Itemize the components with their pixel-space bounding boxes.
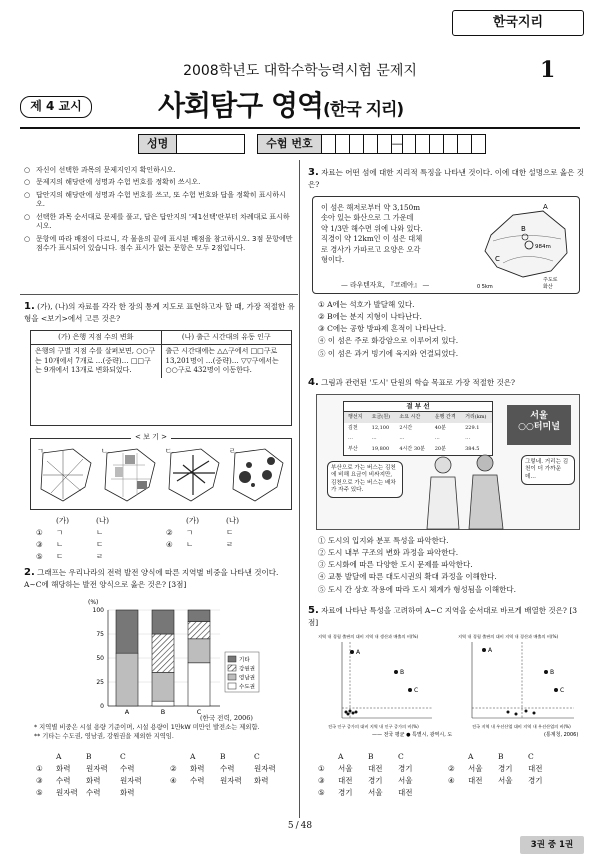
exam-number-cell[interactable] [472,134,486,154]
chart-xlabel: 전국 지역 내 우선산업 대비 지역 내 우선산업의 비(%) [472,724,571,729]
notice-item: ○ 자신이 선택한 과목의 문제지인지 확인하시오. [24,166,294,175]
legend-swatch [228,656,236,662]
notice-item: ○ 선택한 과목 순서대로 문제를 풀고, 답은 답안지의 '제1선택'란부터 차례대로 표시하시오. [24,213,294,232]
exam-number-cell[interactable] [336,134,350,154]
map-label: ㄹ. [229,447,238,455]
bar-segment [116,653,138,706]
legend-label: 기타 [239,657,250,664]
q2-note: * 지역별 비중은 시설 용량 기준이며, 시설 용량이 1만kW 미만인 발전소는 제외함. [34,724,260,731]
q3-data-box [312,196,580,294]
notice-rule [20,294,298,295]
q2-note: ** 기타는 수도권, 영남권, 강원권을 제외한 지역임. [34,732,174,740]
exam-number-cell[interactable] [430,134,444,154]
speech-bubble-left: 부산으로 가는 버스는 김천에 비해 요금이 비싸지만, 김천으로 가는 버스는 배차가 자주 있다. [327,461,403,498]
point-label: A [356,649,361,656]
bar-segment [188,639,210,663]
q3-poem: 이 섬은 해저로부터 약 3,150m 솟아 있는 화산으로 그 가운데 약 1/3만 해수면 위에 나와 있다. 직경이 약 12km인 이 섬은 대체 로 경사가 가파르고 요양은 오각 형이다. [321,203,423,265]
bar-segment [152,634,174,672]
point-label: A [488,647,493,654]
map-ra [233,449,283,501]
x-tick-label: B [160,708,166,716]
legend-label: 수도권 [239,684,255,691]
option-item[interactable]: ① A에는 석호가 발달해 있다. [318,300,415,309]
x-tick-label: A [124,708,130,716]
notice-item: ○ 문항에 따라 배점이 다르니, 각 물음의 끝에 표시된 배점을 참고하시오. 3점 문항에만 점수가 표시되어 있습니다. 점수 표시가 없는 문항은 모두 2점입니다. [24,235,294,254]
option-item[interactable]: ① 도시의 입지와 분포 특성을 파악한다. [318,536,449,545]
y-tick-label: 0 [100,703,104,710]
bar-segment [188,622,210,639]
map-label: ㄱ. [37,447,46,455]
option-item[interactable]: ② B에는 분지 지형이 나타난다. [318,312,422,322]
option-row[interactable]: ⑤ 경기 서울 대전 [318,788,413,798]
exam-number-cell[interactable] [350,134,364,154]
question-3 [308,166,584,190]
option-item[interactable]: ② 도시 내부 구조의 변화 과정을 파악한다. [318,548,459,558]
y-axis-label: (%) [88,599,99,606]
question-text: 그래프는 우리나라의 전력 발전 양식에 따른 지역별 비중을 나타낸 것이다. A~C에 해당하는 발전 양식으로 옳은 것은? [3점] [24,568,279,589]
question-text: (가), (나)의 자료를 각각 한 장의 통계 지도로 표현하고자 할 때, 가장 적절한 유형을 <보기>에서 고른 것은? [24,302,295,323]
bar-segment [152,672,174,701]
area-title-main: 사회탐구 영역 [158,89,324,122]
q1-ga-title: (가) 은행 지점 수의 변화 [31,331,161,345]
legend-swatch [228,683,236,689]
exam-number-cell[interactable] [322,134,336,154]
y-tick-label: 50 [96,655,104,662]
point-label: B [400,669,405,676]
question-5 [308,604,584,628]
q1-options [36,516,286,565]
name-field[interactable] [177,134,245,154]
svg-text:984m: 984m [535,244,551,250]
q3-poem-source: — 라우텐자흐, 『코레아』 — [341,281,430,289]
q4-options [318,536,584,597]
point-label: C [414,687,419,694]
table-row: … … … … … [348,435,471,442]
question-number: 2. [24,567,35,578]
chart-legend: —— 전국 평균 ● 특별시, 광역시, 도 [372,732,453,738]
q2-notes [34,724,296,741]
option-row[interactable]: ① 화력 원자력 수력 ② 화력 수력 원자력 [36,764,276,774]
question-4 [308,376,584,390]
exam-number-cell[interactable] [402,134,416,154]
legend-label: 강원권 [239,666,255,673]
area-title-sub: (한국 지리) [323,100,404,120]
col-header: (나) [226,516,240,525]
option-item[interactable]: ⑤ 도시 간 상호 작용에 따라 도시 체계가 형성됨을 이해한다. [318,584,516,594]
q1-bogi-box [30,433,292,510]
people-illustration [413,451,517,531]
question-number: 1. [24,301,35,312]
legend-swatch [228,674,236,680]
q4-illustration [316,394,580,530]
bar-segment [116,610,138,653]
volume-badge: 3권 중 1권 [520,836,584,854]
exam-number-cell[interactable] [364,134,378,154]
page-indicator: 5 / 48 [287,821,313,831]
exam-number-cell[interactable] [444,134,458,154]
name-label: 성명 [138,134,177,154]
notice-item: ○ 문제지의 해당란에 성명과 수험 번호를 정확히 쓰시오. [24,178,294,187]
point-label: B [550,669,555,676]
bogi-label: < 보 기 > [131,433,171,442]
map-label: ㄴ. [101,447,110,455]
q3-island-map [473,201,577,291]
column-divider [299,160,300,818]
option-item[interactable]: ④ 이 섬은 주로 화강암으로 이루어져 있다. [318,336,459,346]
question-number: 5. [308,605,319,616]
map-point-label: B [521,225,526,233]
bar-segment [152,610,174,634]
exam-title: 2008학년도 대학수학능력시험 문제지 [183,63,417,79]
q3-options [318,300,584,361]
map-na [105,449,155,501]
option-row[interactable]: ③ 수력 화력 원자력 ④ 수력 원자력 화력 [36,776,269,786]
option-row[interactable]: ③ ㄴ ㄷ ④ ㄴ ㄹ [36,540,234,550]
fare-table: 행선지 요금(원) 소요 시간 운행 간격 거리(km) 김천 12,100 2시간 40분 229.1 … … … … … 부산 19,800 4시간 30분 20분 384.5 [344,412,492,455]
point-label: C [560,687,565,694]
legend-swatch [228,665,236,671]
x-tick-label: C [196,708,202,716]
subject-tab: 한국지리 [452,10,584,36]
header-rule [20,127,580,129]
option-row[interactable]: ① 서울 대전 경기 ② 서울 경기 대전 [318,764,543,774]
q1-na-title: (나) 출근 시간대의 유동 인구 [161,331,291,345]
y-tick-label: 100 [92,607,104,614]
fare-board [343,401,493,456]
table-row: 김천 12,100 2시간 40분 229.1 [348,424,480,431]
map-label: ㄷ. [165,447,174,455]
chart-xlabel: 전국 인구 증가의 대비 지역 내 인구 증가의 비(%) [328,724,419,729]
q5-scatter-charts [312,632,584,740]
chart-ylabel: 지역 내 경험 출판의 대비 지역 내 경산과 매출의 비(%) [458,634,559,639]
question-2 [24,566,296,590]
exam-number-cell[interactable] [378,134,392,154]
notice-item: ○ 답안지의 해당란에 성명과 수험 번호를 쓰고, 또 수험 번호와 답을 정확히 표시하시오. [24,191,294,210]
q1-map-set [33,445,291,509]
option-row[interactable]: ⑤ 원자력 수력 화력 [36,788,135,798]
table-row: 부산 19,800 4시간 30분 20분 384.5 [348,446,480,453]
option-item[interactable]: ③ 도시화에 따른 다양한 도시 문제를 파악한다. [318,560,473,570]
q2-source: (한국 전력, 2006) [200,714,253,722]
option-row[interactable]: ③ 대전 경기 서울 ④ 대전 서울 경기 [318,776,543,786]
svg-text:주도로: 주도로 [543,277,558,283]
map-point-label: C [495,255,500,263]
bar-segment [188,663,210,706]
option-item[interactable]: ④ 교통 발달에 따른 대도시권의 확대 과정을 이해한다. [318,572,497,582]
svg-text:0 5km: 0 5km [477,284,493,290]
exam-number-cell[interactable] [416,134,430,154]
question-number: 3. [308,167,319,178]
col-header: (가) [186,516,200,525]
terminal-sign: 서울 ○○터미널 [507,405,571,445]
q1-na-body: 출근 시간대에는 △△구에서 □□구로 13,201명이 …(중략)… ▽▽구에서는 ○○구로 432명이 이동한다. [165,347,279,375]
col-header: (나) [96,516,110,525]
chart-ylabel: 지역 내 경험 출판의 대비 지역 내 생산과 매출의 비(%) [318,634,419,639]
question-number: 4. [308,377,319,388]
bar-segment [152,701,174,706]
col-header: (가) [56,516,70,525]
option-row[interactable]: ⑤ ㄷ ㄹ [36,552,104,562]
identity-row [138,134,486,154]
q2-options: A B C A B C ① 화력 원자력 수력 ② 화력 수력 원자력 ③ 수력 화력 원자력 ④ 수력 원자력 화력 ⑤ 원자력 수력 화력 [36,752,298,801]
svg-text:화산: 화산 [543,284,553,290]
question-text: 자료에 나타난 특성을 고려하여 A~C 지역을 순서대로 바르게 배열한 것은? [3점] [308,606,578,627]
area-title [158,87,403,125]
option-item[interactable]: ③ C에는 공항 방파제 흔적이 나타난다. [318,324,447,334]
chart-source: (통계청, 2006) [544,732,579,738]
option-item[interactable]: ⑤ 이 섬은 과거 빙기에 육지와 연결되었다. [318,348,459,358]
fare-board-title: 결 부 선 [344,402,492,412]
legend-label: 영남권 [239,675,255,682]
q1-data-box [30,330,292,426]
exam-number-dash: — [392,134,402,154]
q2-bar-chart [80,596,260,720]
page-number: 1 [540,57,556,83]
y-tick-label: 75 [96,631,104,638]
map-ga [41,449,91,501]
map-point-label: A [543,203,548,211]
speech-bubble-right: 그렇네. 거리는 김천이 더 가까운데… [521,455,575,485]
q1-ga-body: 은행의 구별 지점 수를 살펴보면, ○○구는 10개에서 7개로 …(중략)… □□구는 9개에서 13개로 변화되었다. [31,345,161,378]
map-da [169,449,219,501]
exam-number-cell[interactable] [458,134,472,154]
session-label: 제 4 교시 [20,96,92,118]
q5-options: A B C A B C ① 서울 대전 경기 ② 서울 경기 대전 ③ 대전 경기 서울 ④ 대전 서울 경기 ⑤ 경기 서울 대전 [318,752,584,801]
bar-segment [188,610,210,622]
current-page: 5 [287,821,294,831]
question-text: 그림과 관련된 '도시' 단원의 학습 목표로 가장 적절한 것은? [321,378,516,387]
exam-number-label: 수험 번호 [257,134,321,154]
total-pages: 48 [300,821,313,831]
question-text: 자료는 어떤 섬에 대한 지리적 특징을 나타낸 것이다. 이에 대한 설명으로 옳은 것은? [308,168,584,189]
option-row[interactable]: ① ㄱ ㄴ ② ㄱ ㄷ [36,528,234,538]
question-1 [24,300,296,324]
y-tick-label: 25 [96,679,104,686]
notice-list [24,166,294,257]
